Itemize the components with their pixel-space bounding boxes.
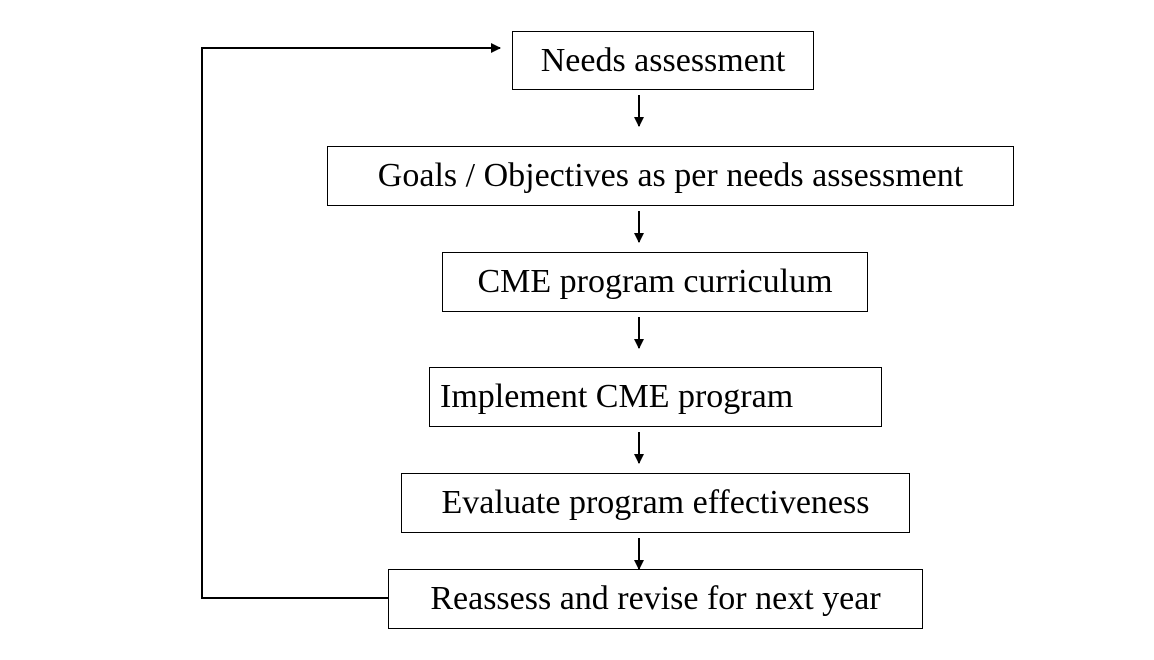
step-label: CME program curriculum [477, 263, 833, 300]
step-label: Needs assessment [540, 41, 786, 79]
step-label: Goals / Objectives as per needs assessment [377, 157, 964, 194]
step-label: Evaluate program effectiveness [441, 484, 870, 521]
step-label: Implement CME program [440, 378, 794, 415]
step-needs-assessment [512, 31, 814, 90]
step-reassess-revise [388, 569, 923, 629]
step-evaluate-effectiveness [401, 473, 910, 533]
step-implement-program [429, 367, 882, 427]
step-label: Reassess and revise for next year [430, 580, 881, 617]
step-cme-curriculum [442, 252, 868, 312]
step-goals-objectives [327, 146, 1014, 206]
